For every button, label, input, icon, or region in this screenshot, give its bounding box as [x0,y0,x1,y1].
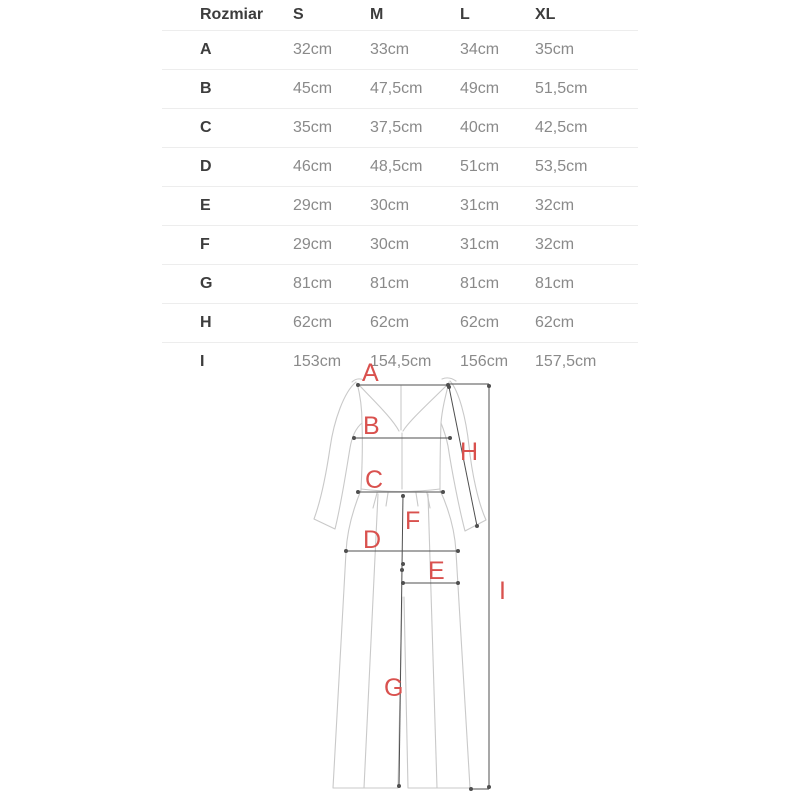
cell-value: 62cm [460,314,500,331]
cell-value: 157,5cm [535,353,597,370]
cell-value: 35cm [293,119,333,136]
dim-label-e: E [428,557,445,585]
cell-value: 156cm [460,353,509,370]
cell-value: 62cm [370,314,410,331]
garment-measurement-diagram [300,360,520,796]
cell-value: 33cm [370,41,410,58]
dim-label-h: H [460,438,479,466]
cell-value: 29cm [293,197,333,214]
cell-value: 31cm [460,197,500,214]
cell-value: 48,5cm [370,158,423,175]
cell-value: 42,5cm [535,119,588,136]
cell-value: 153cm [293,353,342,370]
cell-value: 81cm [293,275,333,292]
cell-value: 62cm [293,314,333,331]
cell-value: 53,5cm [535,158,588,175]
cell-value: 32cm [535,236,575,253]
left-bodice-side [357,383,362,489]
right-leg-crease [428,494,437,788]
cell-value: 81cm [460,275,500,292]
column-header-l: L [460,6,470,23]
table-header-row [162,0,638,31]
size-table [162,0,638,381]
cell-value: 30cm [370,236,410,253]
row-label: B [200,80,212,97]
cell-value: 32cm [535,197,575,214]
row-label: A [200,41,212,58]
cell-value: 40cm [460,119,500,136]
row-label: E [200,197,211,214]
measure-line-f-g [399,494,403,788]
row-label: D [200,158,212,175]
column-header-m: M [370,6,384,23]
table-row [162,304,638,343]
column-header-s: S [293,6,304,23]
row-label: I [200,353,205,370]
cell-value: 81cm [370,275,410,292]
cell-value: 81cm [535,275,575,292]
cell-value: 34cm [460,41,500,58]
table-row [162,265,638,304]
dim-label-g: G [384,674,404,702]
cell-value: 37,5cm [370,119,423,136]
cell-value: 51,5cm [535,80,588,97]
cell-value: 32cm [293,41,333,58]
table-row [162,109,638,148]
dim-label-f: F [405,507,421,535]
dim-label-c: C [365,466,384,494]
cell-value: 46cm [293,158,333,175]
row-label: C [200,119,212,136]
dim-label-d: D [363,526,382,554]
dim-label-i: I [499,577,506,605]
table-row [162,187,638,226]
column-header-rozmiar: Rozmiar [200,6,264,23]
cell-value: 30cm [370,197,410,214]
dim-label-b: B [363,412,380,440]
row-label: F [200,236,210,253]
cell-value: 51cm [460,158,500,175]
cell-value: 47,5cm [370,80,423,97]
table-row [162,148,638,187]
cell-value: 49cm [460,80,500,97]
cell-value: 29cm [293,236,333,253]
dim-label-a: A [362,360,379,387]
cell-value: 62cm [535,314,575,331]
row-label: G [200,275,213,292]
row-label: H [200,314,212,331]
cell-value: 31cm [460,236,500,253]
table-row [162,70,638,109]
cell-value: 35cm [535,41,575,58]
cell-value: 154,5cm [370,353,432,370]
table-row [162,226,638,265]
right-bodice-side [440,382,449,489]
table-row [162,31,638,70]
column-header-xl: XL [535,6,556,23]
cell-value: 45cm [293,80,333,97]
